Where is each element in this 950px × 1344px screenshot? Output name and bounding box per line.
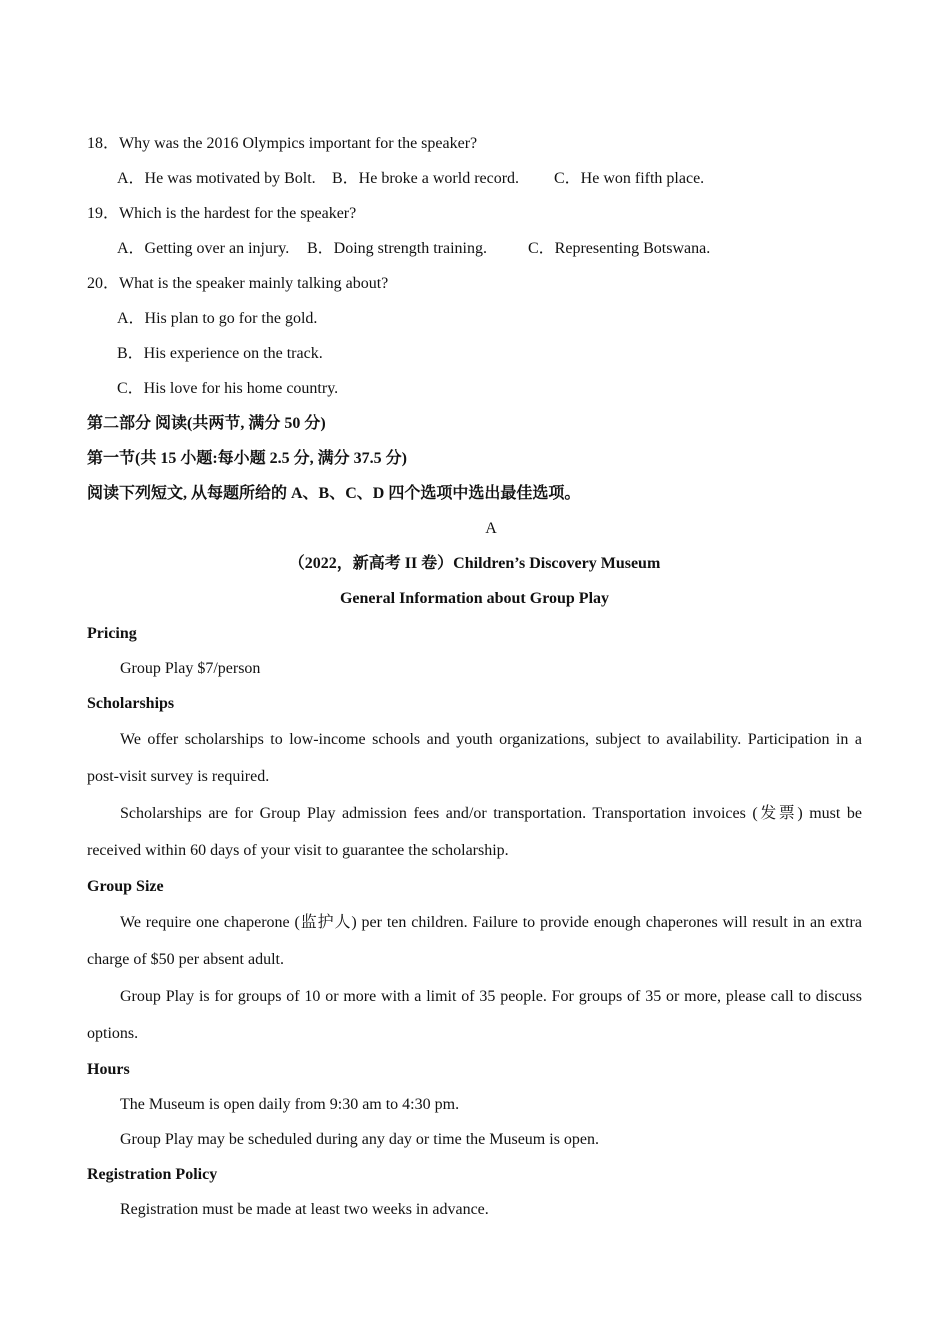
passage-letter: A: [485, 520, 497, 537]
question-18-option-b: B．He broke a world record.: [332, 170, 520, 187]
question-20-option-a: A．His plan to go for the gold.: [117, 310, 318, 327]
question-18-option-c: C．He won fifth place.: [554, 170, 705, 187]
group-size-paragraph-2: Group Play is for groups of 10 or more with a limit of 35 people. For groups of 35 or more, please call to discuss options.: [87, 988, 862, 1042]
question-20-option-b: B．His experience on the track.: [117, 345, 323, 362]
question-18-option-a: A．He was motivated by Bolt.: [117, 170, 316, 187]
group-size-paragraph-1: We require one chaperone (监护人) per ten children. Failure to provide enough chaperones will result in an extra charge of $50 per absent adult.: [87, 914, 862, 968]
registration-paragraph-1: Registration must be made at least two weeks in advance.: [120, 1201, 489, 1218]
section-instruction: 阅读下列短文, 从每题所给的 A、B、C、D 四个选项中选出最佳选项。: [87, 485, 581, 502]
question-20-option-c: C．His love for his home country.: [117, 380, 339, 397]
pricing-heading: Pricing: [87, 625, 137, 642]
pricing-text: Group Play $7/person: [120, 660, 261, 677]
question-19-stem: 19．Which is the hardest for the speaker?: [87, 205, 357, 222]
passage-title: （2022，新高考 II 卷）Children’s Discovery Museum: [288, 555, 661, 572]
group-size-heading: Group Size: [87, 878, 164, 895]
scholarships-heading: Scholarships: [87, 695, 175, 712]
scholarships-paragraph-1: We offer scholarships to low-income schools and youth organizations, subject to availability. Participation in a post-visit survey is required.: [87, 731, 862, 785]
part-heading: 第二部分 阅读(共两节, 满分 50 分): [87, 415, 326, 432]
exam-page: [87, 126, 862, 1227]
question-19-options: [87, 231, 862, 266]
question-18-options: [87, 161, 862, 196]
scholarships-paragraph-2: Scholarships are for Group Play admission fees and/or transportation. Transportation invoices (发票) must be received within 60 days of your visit to guarantee the scholarship.: [87, 805, 862, 859]
registration-heading: Registration Policy: [87, 1166, 218, 1183]
hours-paragraph-2: Group Play may be scheduled during any day or time the Museum is open.: [120, 1131, 600, 1148]
question-18-stem: 18．Why was the 2016 Olympics important for the speaker?: [87, 135, 478, 152]
hours-paragraph-1: The Museum is open daily from 9:30 am to 4:30 pm.: [120, 1096, 460, 1113]
question-20-stem: 20．What is the speaker mainly talking about?: [87, 275, 389, 292]
question-19-option-c: C．Representing Botswana.: [528, 240, 711, 257]
passage-subtitle: General Information about Group Play: [339, 590, 610, 607]
question-19-option-b: B．Doing strength training.: [307, 240, 487, 257]
question-19-option-a: A．Getting over an injury.: [117, 240, 290, 257]
subsection-heading: 第一节(共 15 小题:每小题 2.5 分, 满分 37.5 分): [87, 450, 407, 467]
hours-heading: Hours: [87, 1061, 130, 1078]
